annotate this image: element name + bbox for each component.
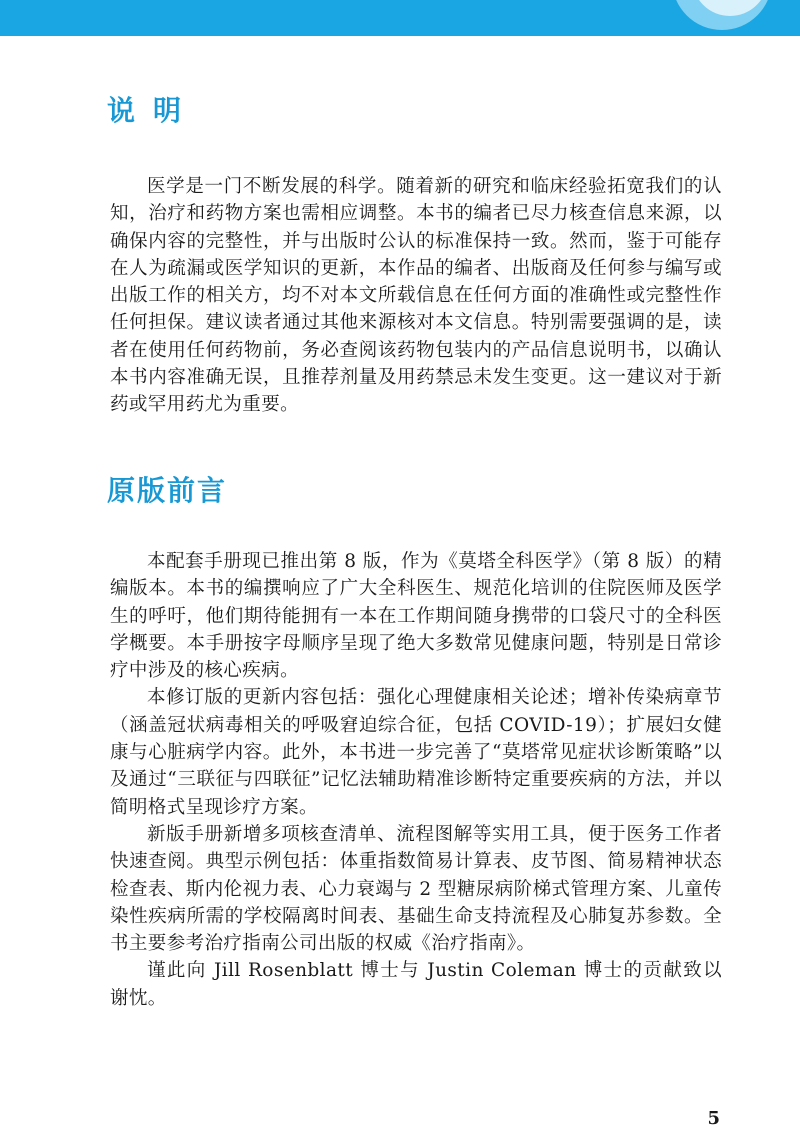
paragraph: 谨此向 Jill Rosenblatt 博士与 Justin Coleman 博士的贡献致以谢忱。 (110, 960, 722, 1009)
paragraph: 新版手册新增多项核查清单、流程图解等实用工具，便于医务工作者快速查阅。典型示例包括：体重指数简易计算表、皮节图、简易精神状态检查表、斯内伦视力表、心力衰竭与 2 型糖尿病阶梯式管理方案、儿童传染性疾病所需的学校隔离时间表、基础生命支持流程及心肺复苏参数。全书主要参考治疗指南公司出版的权威《治疗指南》。 (110, 823, 722, 955)
paragraph: 本修订版的更新内容包括：强化心理健康相关论述；增补传染病章节（涵盖冠状病毒相关的呼吸窘迫综合征，包括 COVID-19）；扩展妇女健康与心脏病学内容。此外，本书进一步完善了“莫塔常见症状诊断策略”以及通过“三联征与四联征”记忆法辅助精准诊断特定重要疾病的方法，并以简明格式呈现诊疗方案。 (110, 687, 722, 818)
section-heading-preface: 原版前言 (107, 474, 228, 507)
paragraph: 医学是一门不断发展的科学。随着新的研究和临床经验拓宽我们的认知，治疗和药物方案也需相应调整。本书的编者已尽力核查信息来源，以确保内容的完整性，并与出版时公认的标准保持一致。然而，鉴于可能存在人为疏漏或医学知识的更新，本作品的编者、出版商及任何参与编写或出版工作的相关方，均不对本文所载信息在任何方面的准确性或完整性作任何担保。建议读者通过其他来源核对本文信息。特别需要强调的是，读者在使用任何药物前，务必查阅该药物包装内的产品信息说明书，以确认本书内容准确无误，且推荐剂量及用药禁忌未发生变更。这一建议对于新药或罕用药尤为重要。 (110, 176, 722, 416)
preface-text-block (110, 548, 722, 1012)
page-number: 5 (707, 1108, 720, 1129)
section-heading-notes: 说明 (107, 94, 200, 127)
notes-text-block (110, 173, 722, 419)
paragraph: 本配套手册现已推出第 8 版，作为《莫塔全科医学》（第 8 版）的精编版本。本书的编撰响应了广大全科医生、规范化培训的住院医师及医学生的呼吁，他们期待能拥有一本在工作期间随身携带的口袋尺寸的全科医学概要。本手册按字母顺序呈现了绝大多数常见健康问题，特别是日常诊疗中涉及的核心疾病。 (110, 551, 722, 682)
